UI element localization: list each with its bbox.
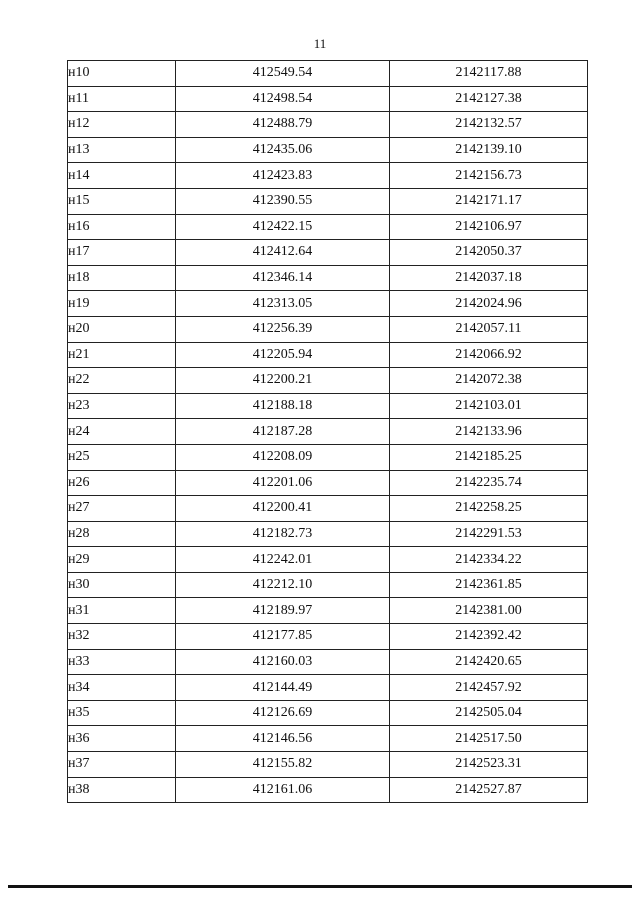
table-row <box>68 649 588 675</box>
x-coordinate-cell: 412549.54 <box>176 61 390 87</box>
y-coordinate-cell: 2142392.42 <box>390 624 588 650</box>
y-coordinate-cell: 2142103.01 <box>390 393 588 419</box>
point-id-cell: н31 <box>68 598 176 624</box>
x-coordinate-cell: 412422.15 <box>176 214 390 240</box>
x-coordinate-cell: 412346.14 <box>176 265 390 291</box>
point-id-cell: н17 <box>68 240 176 266</box>
point-id-cell: н37 <box>68 752 176 778</box>
table-row <box>68 342 588 368</box>
point-id-cell: н24 <box>68 419 176 445</box>
table-row <box>68 777 588 803</box>
y-coordinate-cell: 2142334.22 <box>390 547 588 573</box>
bottom-divider <box>8 885 632 888</box>
y-coordinate-cell: 2142523.31 <box>390 752 588 778</box>
table-row <box>68 137 588 163</box>
x-coordinate-cell: 412498.54 <box>176 86 390 112</box>
x-coordinate-cell: 412313.05 <box>176 291 390 317</box>
x-coordinate-cell: 412182.73 <box>176 521 390 547</box>
y-coordinate-cell: 2142072.38 <box>390 368 588 394</box>
table-row <box>68 86 588 112</box>
point-id-cell: н32 <box>68 624 176 650</box>
point-id-cell: н13 <box>68 137 176 163</box>
y-coordinate-cell: 2142420.65 <box>390 649 588 675</box>
y-coordinate-cell: 2142527.87 <box>390 777 588 803</box>
point-id-cell: н38 <box>68 777 176 803</box>
x-coordinate-cell: 412488.79 <box>176 112 390 138</box>
point-id-cell: н20 <box>68 316 176 342</box>
x-coordinate-cell: 412161.06 <box>176 777 390 803</box>
y-coordinate-cell: 2142066.92 <box>390 342 588 368</box>
y-coordinate-cell: 2142361.85 <box>390 572 588 598</box>
y-coordinate-cell: 2142258.25 <box>390 496 588 522</box>
x-coordinate-cell: 412126.69 <box>176 700 390 726</box>
x-coordinate-cell: 412242.01 <box>176 547 390 573</box>
table-row <box>68 470 588 496</box>
y-coordinate-cell: 2142517.50 <box>390 726 588 752</box>
y-coordinate-cell: 2142139.10 <box>390 137 588 163</box>
coordinates-table-body <box>68 61 588 803</box>
point-id-cell: н23 <box>68 393 176 419</box>
x-coordinate-cell: 412144.49 <box>176 675 390 701</box>
x-coordinate-cell: 412390.55 <box>176 188 390 214</box>
point-id-cell: н34 <box>68 675 176 701</box>
y-coordinate-cell: 2142156.73 <box>390 163 588 189</box>
table-row <box>68 61 588 87</box>
x-coordinate-cell: 412177.85 <box>176 624 390 650</box>
table-row <box>68 598 588 624</box>
x-coordinate-cell: 412188.18 <box>176 393 390 419</box>
x-coordinate-cell: 412212.10 <box>176 572 390 598</box>
x-coordinate-cell: 412423.83 <box>176 163 390 189</box>
table-row <box>68 496 588 522</box>
table-row <box>68 265 588 291</box>
x-coordinate-cell: 412435.06 <box>176 137 390 163</box>
table-row <box>68 112 588 138</box>
point-id-cell: н12 <box>68 112 176 138</box>
point-id-cell: н26 <box>68 470 176 496</box>
point-id-cell: н22 <box>68 368 176 394</box>
coordinates-table <box>67 60 588 803</box>
point-id-cell: н25 <box>68 444 176 470</box>
y-coordinate-cell: 2142132.57 <box>390 112 588 138</box>
y-coordinate-cell: 2142505.04 <box>390 700 588 726</box>
table-row <box>68 624 588 650</box>
y-coordinate-cell: 2142127.38 <box>390 86 588 112</box>
table-row <box>68 188 588 214</box>
x-coordinate-cell: 412189.97 <box>176 598 390 624</box>
point-id-cell: н14 <box>68 163 176 189</box>
y-coordinate-cell: 2142235.74 <box>390 470 588 496</box>
point-id-cell: н35 <box>68 700 176 726</box>
table-row <box>68 700 588 726</box>
y-coordinate-cell: 2142457.92 <box>390 675 588 701</box>
y-coordinate-cell: 2142171.17 <box>390 188 588 214</box>
point-id-cell: н21 <box>68 342 176 368</box>
y-coordinate-cell: 2142133.96 <box>390 419 588 445</box>
y-coordinate-cell: 2142185.25 <box>390 444 588 470</box>
x-coordinate-cell: 412187.28 <box>176 419 390 445</box>
point-id-cell: н16 <box>68 214 176 240</box>
point-id-cell: н11 <box>68 86 176 112</box>
table-row <box>68 572 588 598</box>
page-number: 11 <box>313 36 327 51</box>
table-row <box>68 393 588 419</box>
table-row <box>68 316 588 342</box>
y-coordinate-cell: 2142050.37 <box>390 240 588 266</box>
point-id-cell: н36 <box>68 726 176 752</box>
y-coordinate-cell: 2142106.97 <box>390 214 588 240</box>
x-coordinate-cell: 412205.94 <box>176 342 390 368</box>
x-coordinate-cell: 412160.03 <box>176 649 390 675</box>
point-id-cell: н15 <box>68 188 176 214</box>
table-row <box>68 521 588 547</box>
table-row <box>68 547 588 573</box>
table-row <box>68 419 588 445</box>
point-id-cell: н29 <box>68 547 176 573</box>
point-id-cell: н30 <box>68 572 176 598</box>
y-coordinate-cell: 2142381.00 <box>390 598 588 624</box>
point-id-cell: н27 <box>68 496 176 522</box>
table-row <box>68 444 588 470</box>
x-coordinate-cell: 412200.21 <box>176 368 390 394</box>
point-id-cell: н10 <box>68 61 176 87</box>
table-row <box>68 675 588 701</box>
x-coordinate-cell: 412256.39 <box>176 316 390 342</box>
point-id-cell: н28 <box>68 521 176 547</box>
point-id-cell: н18 <box>68 265 176 291</box>
table-row <box>68 240 588 266</box>
x-coordinate-cell: 412155.82 <box>176 752 390 778</box>
y-coordinate-cell: 2142037.18 <box>390 265 588 291</box>
x-coordinate-cell: 412200.41 <box>176 496 390 522</box>
point-id-cell: н19 <box>68 291 176 317</box>
y-coordinate-cell: 2142117.88 <box>390 61 588 87</box>
x-coordinate-cell: 412146.56 <box>176 726 390 752</box>
table-row <box>68 726 588 752</box>
table-row <box>68 291 588 317</box>
table-row <box>68 214 588 240</box>
point-id-cell: н33 <box>68 649 176 675</box>
y-coordinate-cell: 2142024.96 <box>390 291 588 317</box>
table-row <box>68 752 588 778</box>
table-row <box>68 163 588 189</box>
y-coordinate-cell: 2142291.53 <box>390 521 588 547</box>
table-row <box>68 368 588 394</box>
x-coordinate-cell: 412208.09 <box>176 444 390 470</box>
x-coordinate-cell: 412201.06 <box>176 470 390 496</box>
x-coordinate-cell: 412412.64 <box>176 240 390 266</box>
y-coordinate-cell: 2142057.11 <box>390 316 588 342</box>
